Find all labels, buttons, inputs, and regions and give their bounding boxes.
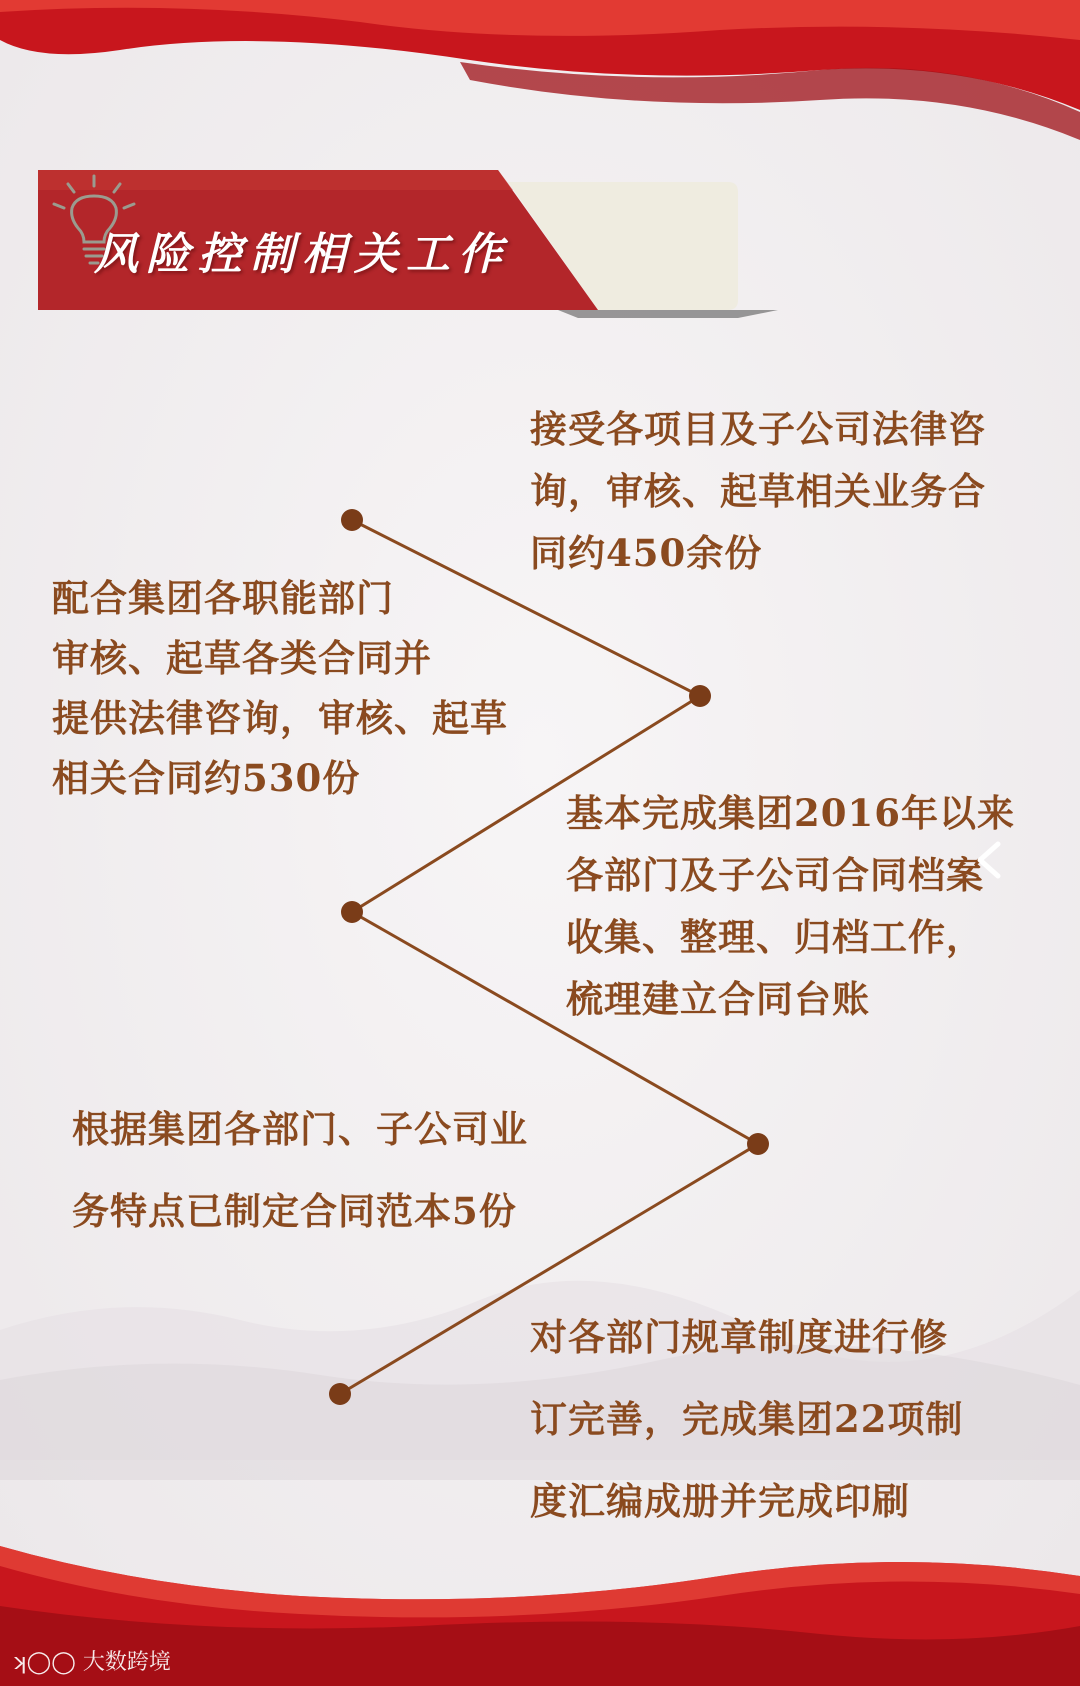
item-text-line: 同约450余份: [530, 531, 763, 575]
timeline-node: [341, 901, 363, 923]
item-text-line: 提供法律咨询，审核、起草: [52, 696, 508, 740]
watermark-text: 大数跨境: [82, 1650, 171, 1675]
item-text-line: 根据集团各部门、子公司业: [72, 1107, 528, 1151]
item-text-line: 相关合同约530份: [52, 756, 361, 800]
chevron-left-icon[interactable]: [970, 838, 1010, 882]
item-text-line: 审核、起草各类合同并: [52, 636, 432, 680]
item-text-line: 基本完成集团2016年以来: [566, 791, 1015, 835]
timeline-node: [329, 1383, 351, 1405]
page-title: 风险控制相关工作: [94, 229, 510, 280]
item-text-line: 各部门及子公司合同档案: [566, 853, 984, 897]
item-text-line: 梳理建立合同台账: [566, 977, 870, 1021]
item-text-line: 订完善，完成集团22项制: [530, 1397, 964, 1441]
timeline-node: [689, 685, 711, 707]
item-text-line: 配合集团各职能部门: [52, 576, 394, 620]
item-text-line: 接受各项目及子公司法律咨: [530, 407, 986, 451]
item-text-line: 度汇编成册并完成印刷: [530, 1479, 910, 1523]
timeline-node: [747, 1133, 769, 1155]
item-text-line: 对各部门规章制度进行修: [530, 1315, 948, 1359]
timeline-item-3: [566, 782, 1015, 1030]
timeline-node: [341, 509, 363, 531]
item-text-line: 务特点已制定合同范本5份: [72, 1189, 517, 1233]
timeline-item-4: [72, 1088, 528, 1252]
item-text-line: 收集、整理、归档工作，: [566, 915, 984, 959]
item-text-line: 询，审核、起草相关业务合: [530, 469, 986, 513]
watermark-logo-icon: ʞ◯◯: [12, 1650, 83, 1675]
watermark: [12, 1645, 171, 1676]
timeline-item-1: [530, 398, 986, 584]
timeline-item-5: [530, 1296, 964, 1542]
timeline-item-2: [52, 568, 508, 808]
